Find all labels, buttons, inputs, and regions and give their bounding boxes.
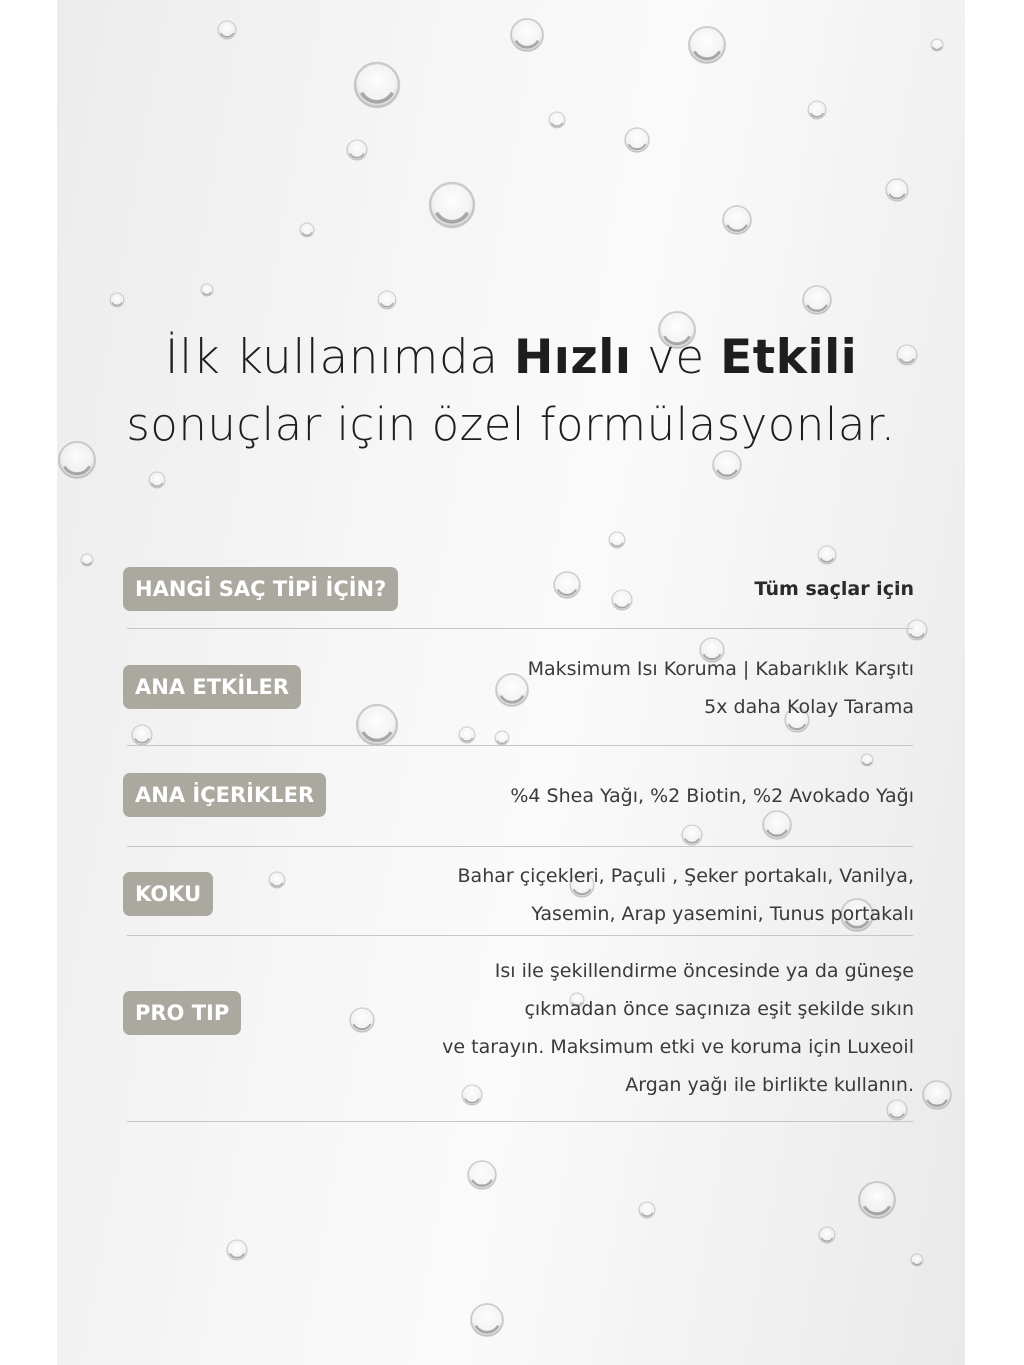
pro-tip-line: çıkmadan önce saçınıza eşit şekilde sıkın xyxy=(524,998,914,1020)
hair-type-label: HANGİ SAÇ TİPİ İÇİN? xyxy=(123,567,398,611)
water-drop xyxy=(931,39,943,51)
scent-line: Bahar çiçekleri, Paçuli , Şeker portakalı, Vanilya, xyxy=(457,865,914,887)
water-drop xyxy=(471,1304,503,1336)
main-effects-label: ANA ETKİLER xyxy=(123,665,301,709)
pro-tip-line: ve tarayın. Maksimum etki ve koruma için Luxeoil xyxy=(442,1036,914,1058)
water-drop xyxy=(609,532,625,548)
hair-type-value xyxy=(354,570,914,608)
pro-tip-line: Argan yağı ile birlikte kullanın. xyxy=(625,1074,914,1096)
pro-tip-line: Isı ile şekillendirme öncesinde ya da güneşe xyxy=(494,960,914,982)
headline-text-a: İlk kullanımda xyxy=(164,330,514,385)
water-drop xyxy=(907,620,927,640)
water-drop xyxy=(347,140,367,160)
main-effects-value xyxy=(354,650,914,726)
main-effects-line: Maksimum Isı Koruma | Kabarıklık Karşıtı xyxy=(527,658,914,680)
water-drop xyxy=(818,546,836,564)
scent-label: KOKU xyxy=(123,872,213,916)
water-drop xyxy=(886,179,908,201)
water-drop xyxy=(549,112,565,128)
pro-tip-label: PRO TIP xyxy=(123,991,241,1035)
water-drop xyxy=(300,223,314,237)
divider xyxy=(127,846,913,847)
product-info-card xyxy=(57,0,965,1365)
headline-bold-effective: Etkili xyxy=(720,330,858,385)
water-drop xyxy=(468,1161,496,1189)
water-drop xyxy=(819,1227,835,1243)
headline-text-b: ve xyxy=(631,330,721,385)
main-ingredients-label: ANA İÇERİKLER xyxy=(123,773,326,817)
hair-type-value-line: Tüm saçlar için xyxy=(754,578,914,600)
water-drop xyxy=(430,183,474,227)
water-drop xyxy=(713,451,741,479)
divider xyxy=(127,1121,913,1122)
water-drop xyxy=(625,128,649,152)
water-drop xyxy=(81,554,93,566)
water-drop xyxy=(859,1182,895,1218)
main-ingredients-value xyxy=(354,777,914,815)
main-effects-line: 5x daha Kolay Tarama xyxy=(704,696,914,718)
water-drop xyxy=(149,472,165,488)
water-drop xyxy=(911,1254,923,1266)
water-drop xyxy=(803,286,831,314)
divider xyxy=(127,628,913,629)
scent-value xyxy=(354,857,914,933)
water-drop xyxy=(459,727,475,743)
water-drop xyxy=(861,754,873,766)
water-drop xyxy=(110,293,124,307)
water-drop xyxy=(689,27,725,63)
water-drop xyxy=(218,21,236,39)
water-drop xyxy=(378,291,396,309)
water-drop xyxy=(511,19,543,51)
water-drop xyxy=(808,101,826,119)
water-drop xyxy=(639,1202,655,1218)
headline-line-2: sonuçlar için özel formülasyonlar. xyxy=(126,398,896,451)
water-drop xyxy=(723,206,751,234)
water-drop xyxy=(269,872,285,888)
water-drop xyxy=(763,811,791,839)
water-drop xyxy=(923,1081,951,1109)
water-drop xyxy=(682,825,702,845)
headline-line-1 xyxy=(57,330,965,385)
headline-bold-fast: Hızlı xyxy=(513,330,632,385)
water-drop xyxy=(132,725,152,745)
scent-line: Yasemin, Arap yasemini, Tunus portakalı xyxy=(531,903,914,925)
pro-tip-value xyxy=(354,952,914,1104)
main-ingredients-line: %4 Shea Yağı, %2 Biotin, %2 Avokado Yağı xyxy=(510,785,914,807)
water-drop xyxy=(355,63,399,107)
water-drop xyxy=(201,284,213,296)
divider xyxy=(127,745,913,746)
water-drop xyxy=(495,731,509,745)
water-drop xyxy=(227,1240,247,1260)
divider xyxy=(127,935,913,936)
